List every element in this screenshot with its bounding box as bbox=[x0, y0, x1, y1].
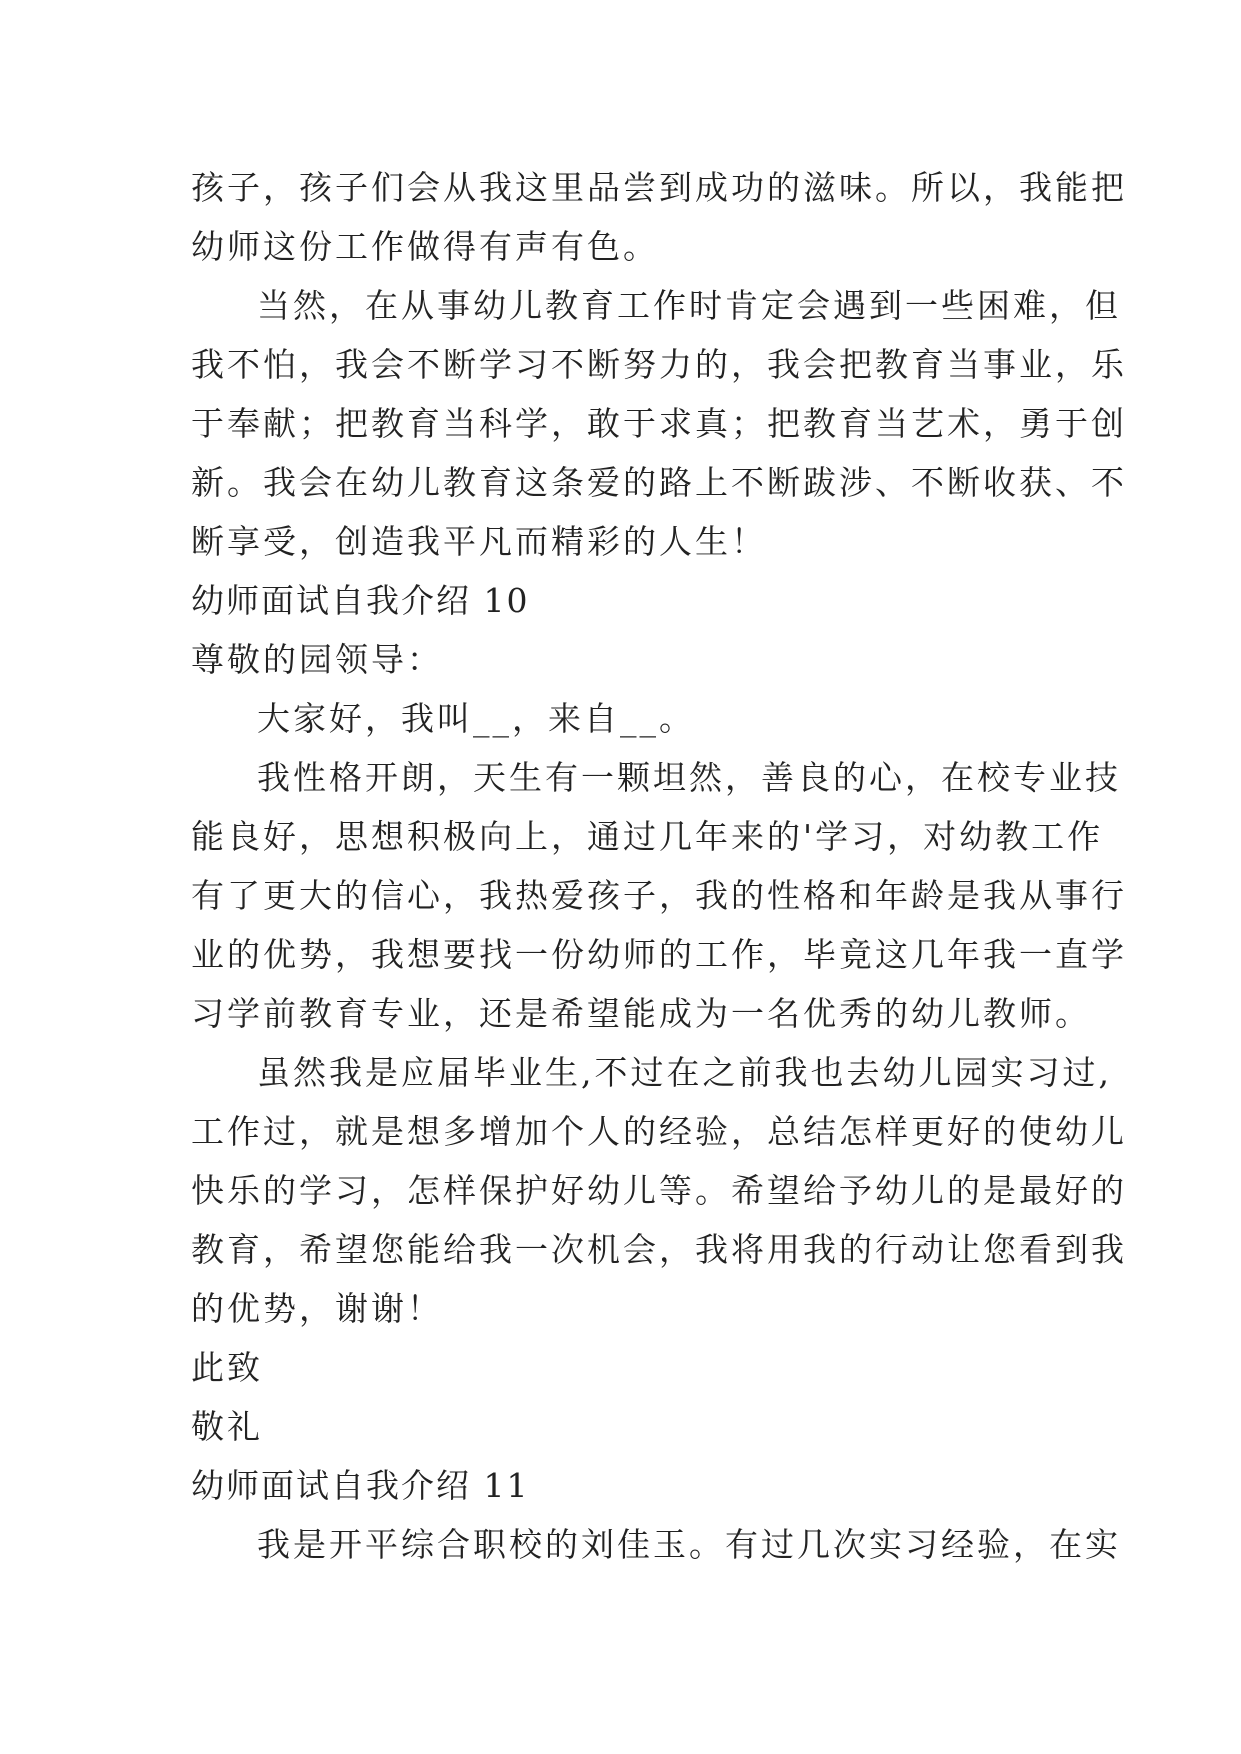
text-line: 我不怕，我会不断学习不断努力的，我会把教育当事业，乐 bbox=[191, 345, 1127, 384]
text-line: 尊敬的园领导： bbox=[191, 640, 443, 679]
text-line: 我性格开朗，天生有一颗坦然，善良的心，在校专业技 bbox=[257, 758, 1121, 797]
text-line: 能良好，思想积极向上，通过几年来的'学习，对幼教工作 bbox=[191, 817, 1104, 856]
text-line: 习学前教育专业，还是希望能成为一名优秀的幼儿教师。 bbox=[191, 994, 1091, 1033]
text-line: 当然，在从事幼儿教育工作时肯定会遇到一些困难，但 bbox=[257, 286, 1121, 325]
text-line: 有了更大的信心，我热爱孩子，我的性格和年龄是我从事行 bbox=[191, 876, 1127, 915]
paragraph bbox=[191, 1043, 1127, 1338]
text-line: 此致 bbox=[191, 1348, 263, 1387]
text-line: 敬礼 bbox=[191, 1407, 263, 1446]
text-line: 教育，希望您能给我一次机会，我将用我的行动让您看到我 bbox=[191, 1230, 1127, 1269]
text-line: 孩子，孩子们会从我这里品尝到成功的滋味。所以，我能把 bbox=[191, 168, 1127, 207]
section-heading bbox=[191, 1456, 1055, 1515]
closing bbox=[191, 1338, 1055, 1397]
paragraph bbox=[191, 689, 1055, 748]
salutation bbox=[191, 630, 1055, 689]
paragraph bbox=[191, 1515, 1121, 1574]
paragraph bbox=[191, 158, 1127, 276]
text-line: 快乐的学习，怎样保护好幼儿等。希望给予幼儿的是最好的 bbox=[191, 1171, 1127, 1210]
text-line: 新。我会在幼儿教育这条爱的路上不断跋涉、不断收获、不 bbox=[191, 463, 1127, 502]
text-line: 的优势，谢谢！ bbox=[191, 1289, 443, 1328]
paragraph bbox=[191, 276, 1127, 571]
text-line: 大家好，我叫__，来自__。 bbox=[257, 699, 695, 738]
text-line: 我是开平综合职校的刘佳玉。有过几次实习经验，在实 bbox=[257, 1525, 1121, 1564]
closing bbox=[191, 1397, 1055, 1456]
text-line: 幼师这份工作做得有声有色。 bbox=[191, 227, 659, 266]
heading-text: 幼师面试自我介绍 11 bbox=[191, 1466, 530, 1505]
text-line: 于奉献；把教育当科学，敢于求真；把教育当艺术，勇于创 bbox=[191, 404, 1127, 443]
document-body bbox=[191, 158, 1127, 1574]
heading-text: 幼师面试自我介绍 10 bbox=[191, 581, 530, 620]
text-line: 工作过，就是想多增加个人的经验，总结怎样更好的使幼儿 bbox=[191, 1112, 1127, 1151]
paragraph bbox=[191, 748, 1127, 1043]
text-line: 虽然我是应届毕业生,不过在之前我也去幼儿园实习过, bbox=[257, 1053, 1112, 1092]
section-heading bbox=[191, 571, 1055, 630]
text-line: 断享受，创造我平凡而精彩的人生！ bbox=[191, 522, 767, 561]
text-line: 业的优势，我想要找一份幼师的工作，毕竟这几年我一直学 bbox=[191, 935, 1127, 974]
